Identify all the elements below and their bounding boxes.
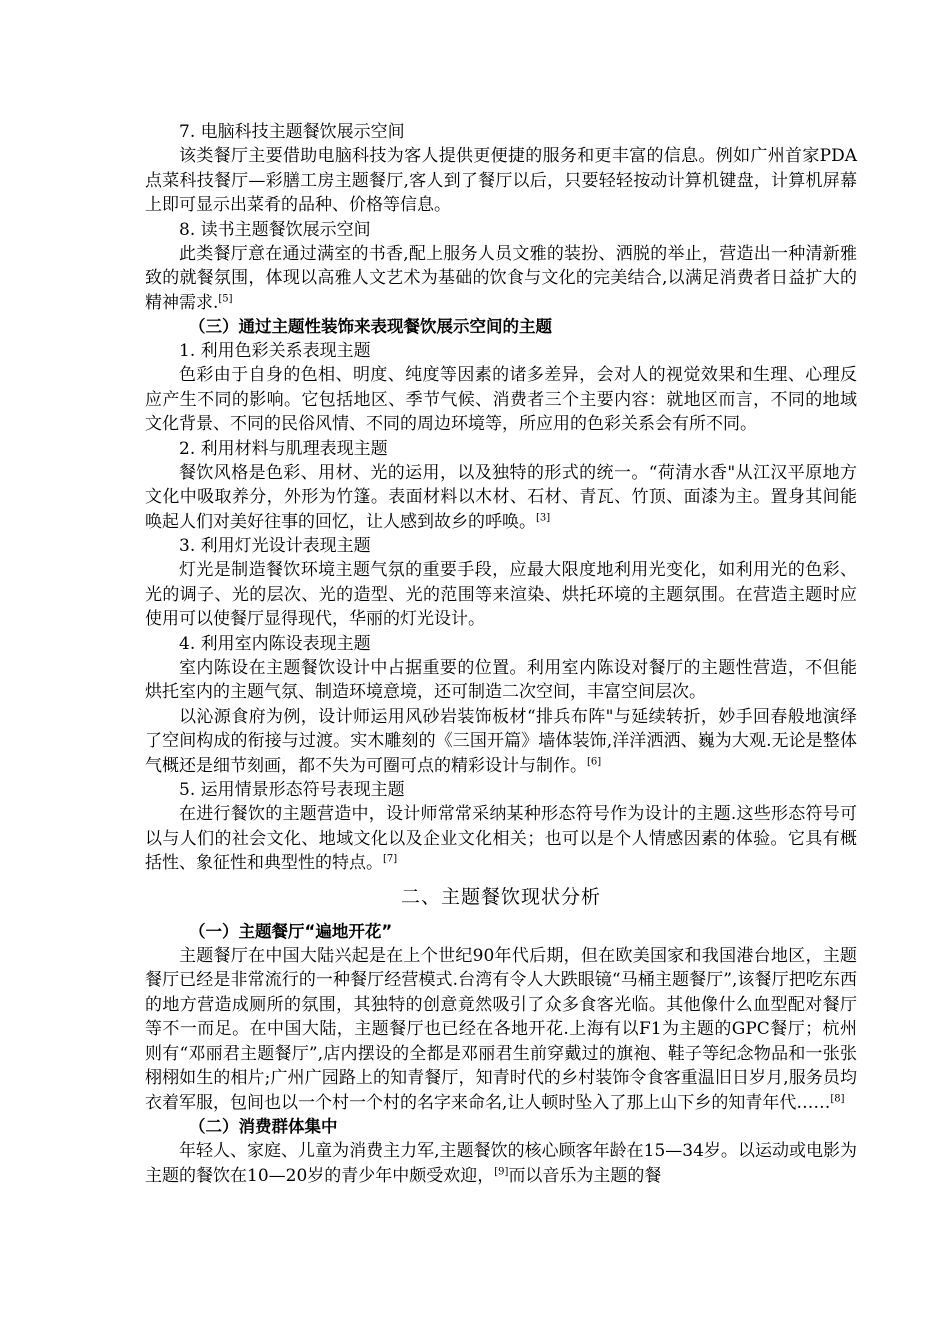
heading-8-reading-theme: 8. 读书主题餐饮展示空间	[179, 219, 371, 240]
paragraph-text: 灯光是制造餐饮环境主题气氛的重要手段，应最大限度地利用光变化，如利用光的色彩、光的调子、光的层次、光的造型、光的范围等来渲染、烘托环境的主题氛围。在营造主题时应使用可以使餐厅显得现代，华丽的灯光设计。	[145, 560, 857, 629]
paragraph-text: 此类餐厅意在通过满室的书香,配上服务人员文雅的装扮、洒脱的举止，营造出一种清新雅致的就餐氛围，体现以高雅人文艺术为基础的饮食与文化的完美结合,以满足消费者日益扩大的精神需求.	[145, 243, 857, 313]
citation-ref: [7]	[383, 853, 398, 865]
section-title-status-analysis: 二、主题餐饮现状分析	[400, 885, 601, 908]
paragraph-qinyuan-example	[145, 705, 857, 779]
paragraph-text: 主题餐厅在中国大陆兴起是在上个世纪90年代后期，但在欧美国家和我国港台地区，主题餐厅已经是非常流行的一种餐厅经营模式.台湾有令人大跌眼镜“马桶主题餐厅”,该餐厅把吃东西的地方营造成厕所的氛围，其独特的创意竟然吸引了众多食客光临。其他像什么血型配对餐厅等不一而足。在中国大陆，主题餐厅也已经在各地开花.上海有以F1为主题的GPC餐厅；杭州则有“邓丽君主题餐厅”,店内摆设的全都是邓丽君生前穿戴过的旗袍、鞋子等纪念物品和一张张栩栩如生的相片;广州广园路上的知青餐厅，知青时代的乡村装饰令食客重温旧日岁月,服务员均衣着军服，包间也以一个村一个村的名字来命名,让人顿时坠入了那上山下乡的知青年代……	[145, 945, 857, 1113]
heading-5-symbol: 5. 运用情景形态符号表现主题	[179, 780, 405, 800]
paragraph-material	[145, 461, 857, 535]
paragraph-computer-theme	[145, 144, 857, 218]
paragraph-color	[145, 363, 857, 437]
heading-consumer-group: （二）消费群体集中	[189, 1117, 338, 1136]
paragraph-text: 餐饮风格是色彩、用材、光的运用，以及独特的形式的统一。“荷清水香"从江汉平原地方文化中吸取养分，外形为竹篷。表面材料以木材、石材、青瓦、竹顶、面漆为主。置身其间能唤起人们对美好往事的回忆，让人感到故乡的呼唤。	[145, 462, 857, 532]
heading-2-material: 2. 利用材料与肌理表现主题	[179, 438, 388, 459]
heading-everywhere: （一）主题餐厅“遍地开花”	[189, 921, 393, 941]
paragraph-text: 该类餐厅主要借助电脑科技为客人提供更便捷的服务和更丰富的信息。例如广州首家PDA点菜科技餐厅—彩膳工房主题餐厅,客人到了餐厅以后，只要轻轻按动计算机键盘，计算机屏幕上即可显示出菜肴的品种、价格等信息。	[145, 146, 857, 215]
paragraph-tail-text: 而以音乐为主题的餐	[508, 1165, 662, 1186]
heading-3-lighting: 3. 利用灯光设计表现主题	[179, 536, 371, 556]
citation-ref: [6]	[587, 755, 602, 767]
citation-ref: [9]	[494, 1165, 509, 1177]
paragraph-text: 以沁源食府为例，设计师运用风砂岩装饰板材“排兵布阵"与延续转折，妙手回春般地演绎了空间构成的衔接与过渡。实木雕刻的《三国开篇》墙体装饰,洋洋洒洒、巍为大观.无论是整体气概还是细节刻画，都不失为可圈可点的精彩设计与制作。	[145, 706, 857, 776]
citation-ref: [3]	[536, 511, 551, 523]
citation-ref: [8]	[830, 1092, 845, 1104]
paragraph-symbol	[145, 802, 857, 876]
paragraph-text: 年轻人、家庭、儿童为消费主力军,主题餐饮的核心顾客年龄在15—34岁。以运动或电影为主题的餐饮在10—20岁的青少年中颇受欢迎，	[145, 1141, 857, 1186]
paragraph-reading-theme	[145, 242, 857, 316]
paragraph-text: 在进行餐饮的主题营造中，设计师常常采纳某种形态符号作为设计的主题.这些形态符号可以与人们的社会文化、地域文化以及企业文化相关；也可以是个人情感因素的体验。它具有概括性、象征性和典型性的特点。	[145, 804, 857, 873]
paragraph-consumer-group	[145, 1139, 857, 1188]
paragraph-text: 色彩由于自身的色相、明度、纯度等因素的诸多差异，会对人的视觉效果和生理、心理反应产生不同的影响。它包括地区、季节气候、消费者三个主要内容：就地区而言，不同的地域文化背景、不同的民俗风情、不同的周边环境等，所应用的色彩关系会有所不同。	[145, 365, 857, 434]
paragraph-everywhere	[145, 944, 857, 1116]
citation-ref: [5]	[218, 292, 233, 304]
paragraph-lighting	[145, 558, 857, 632]
paragraph-furnishing	[145, 656, 857, 705]
heading-1-color: 1. 利用色彩关系表现主题	[179, 341, 371, 361]
paragraph-text: 室内陈设在主题餐饮设计中占据重要的位置。利用室内陈设对餐厅的主题性营造，不但能烘托室内的主题气氛、制造环境意境，还可制造二次空间，丰富空间层次。	[145, 657, 857, 702]
heading-decoration-theme: （三）通过主题性装饰来表现餐饮展示空间的主题	[189, 317, 552, 336]
document-page	[145, 120, 857, 1188]
heading-4-furnishing: 4. 利用室内陈设表现主题	[179, 633, 371, 654]
heading-7-computer-theme: 7. 电脑科技主题餐饮展示空间	[179, 122, 405, 142]
